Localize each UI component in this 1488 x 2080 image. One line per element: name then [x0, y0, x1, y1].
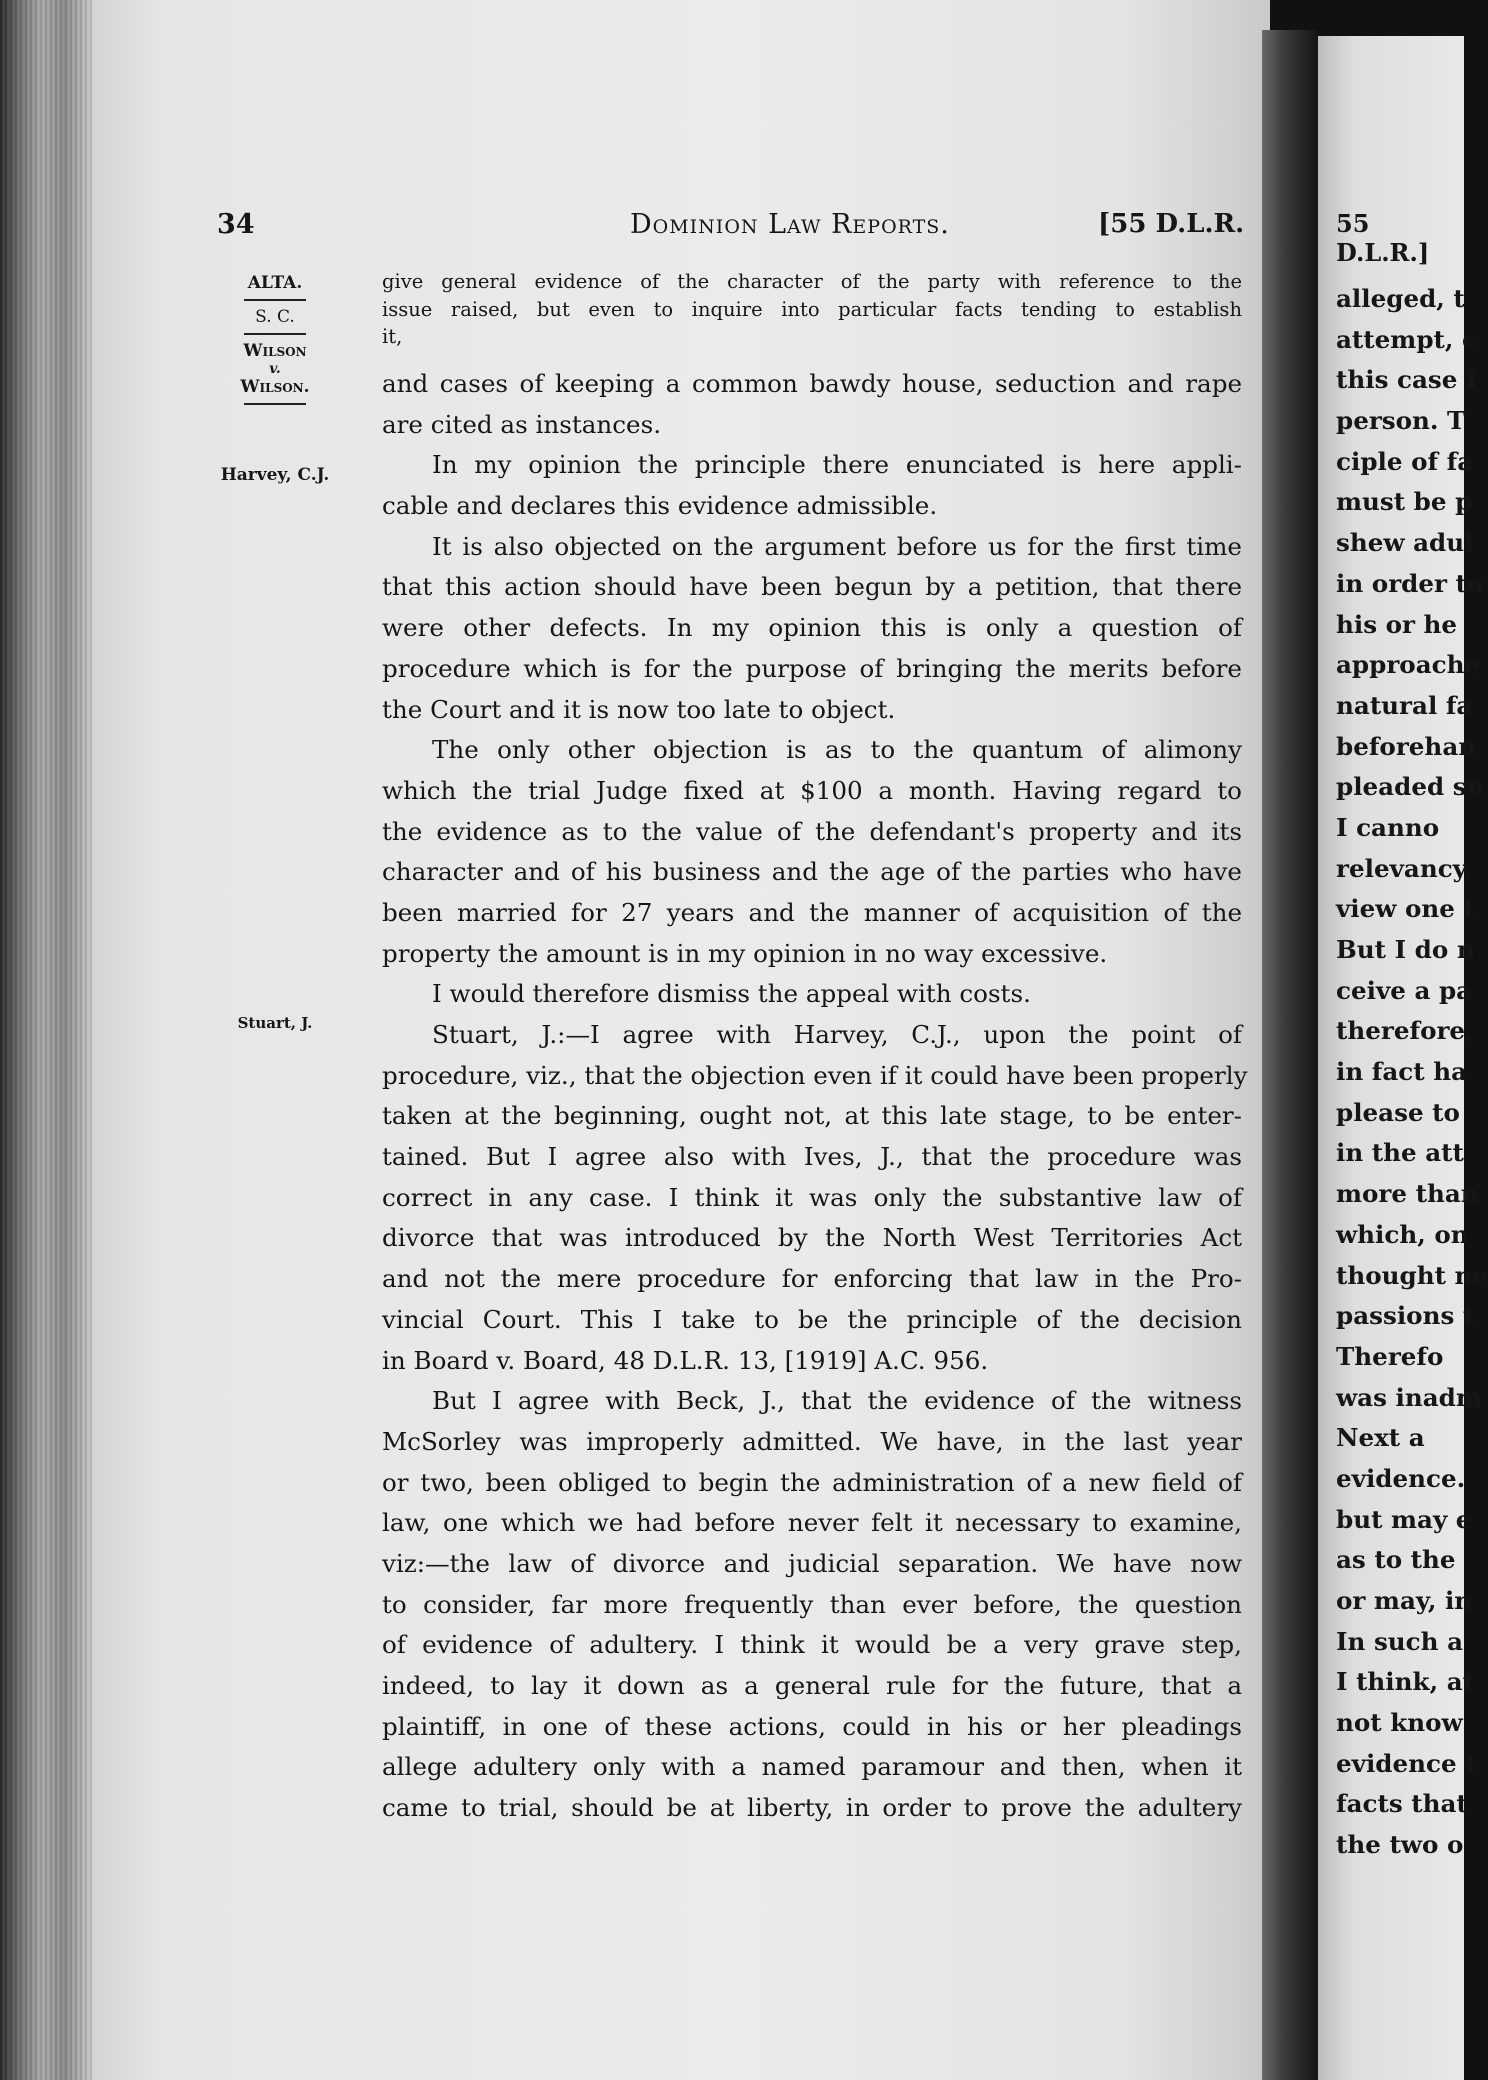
text-line: ceive a pa [1336, 975, 1473, 1005]
text-line: I think, at [1336, 1667, 1474, 1697]
text-line: which, on [1336, 1219, 1469, 1249]
book-gutter [1262, 30, 1318, 2080]
text-line: please to [1336, 1097, 1460, 1127]
text-line: vincial Court. This I take to be the principle of the decision [382, 1304, 1242, 1334]
text-line: character and of his business and the age of the parties who have [382, 857, 1242, 887]
divider [244, 403, 306, 405]
text-line: property the amount is in my opinion in no way excessive. [382, 938, 1108, 968]
text-line: In such a [1336, 1626, 1464, 1656]
text-line: and not the mere procedure for enforcing that law in the Pro- [382, 1264, 1242, 1294]
text-line: or may, in [1336, 1586, 1473, 1615]
text-line: passions t [1336, 1301, 1475, 1331]
text-line: McSorley was improperly admitted. We have, in the last year [382, 1426, 1242, 1456]
text-line: more than [1336, 1179, 1479, 1209]
versus-label: v. [269, 361, 281, 378]
text-line: But I do n [1336, 935, 1475, 964]
volume-reference: [55 D.L.R. [1098, 209, 1245, 239]
text-line: natural fa [1336, 690, 1473, 720]
text-line: But I agree with Beck, J., that the evidence of the witness [432, 1386, 1242, 1416]
right-page-text [1318, 284, 1488, 1871]
text-line: correct in any case. I think it was only the substantive law of [382, 1182, 1242, 1212]
text-line: shew adul [1336, 528, 1474, 558]
text-line: Therefo [1336, 1341, 1444, 1371]
text-line: evidence t [1336, 1748, 1477, 1778]
text-line: pleaded su [1336, 772, 1485, 802]
text-line: In my opinion the principle there enunciated is here appli- [432, 450, 1242, 480]
text-line: as to the [1336, 1545, 1456, 1575]
text-line: I would therefore dismiss the appeal with costs. [432, 979, 1031, 1009]
text-line: the two o [1336, 1830, 1464, 1860]
text-line: must be p [1336, 487, 1473, 517]
text-line: his or he [1336, 609, 1458, 639]
text-line: in fact ha [1336, 1057, 1468, 1087]
text-line: are cited as instances. [382, 409, 662, 439]
text-line: been married for 27 years and the manner of acquisition of the [382, 897, 1242, 927]
text-line: which the trial Judge fixed at $100 a month. Having regard to [382, 775, 1242, 805]
text-line: in Board v. Board, 48 D.L.R. 13, [1919] A.C. 956. [382, 1345, 989, 1375]
text-line: or two, been obliged to begin the administration of a new field of [382, 1467, 1242, 1497]
text-line: The only other objection is as to the quantum of alimony [432, 735, 1242, 765]
text-line: beforehan [1336, 731, 1477, 761]
court-label: S. C. [255, 307, 295, 328]
text-line: alleged, t [1336, 284, 1465, 313]
running-title: Dominion Law Reports. [630, 209, 950, 240]
text-line: it, [382, 325, 403, 348]
margin-case-caption [200, 272, 350, 410]
text-line: that this action should have been begun by a petition, that there [382, 572, 1242, 602]
text-line: facts that [1336, 1789, 1468, 1819]
divider [244, 299, 306, 301]
party-name: Wilson [243, 341, 307, 362]
text-line: approache [1336, 650, 1481, 680]
page-number: 34 [217, 209, 255, 240]
text-line: person. T [1336, 406, 1466, 436]
text-line: view one t [1336, 894, 1475, 924]
text-line: viz:—the law of divorce and judicial separation. We have now [382, 1548, 1242, 1578]
text-line: came to trial, should be at liberty, in order to prove the adultery [382, 1793, 1242, 1823]
text-line: cable and declares this evidence admissible. [382, 491, 938, 521]
text-line: I canno [1336, 812, 1440, 842]
body-text [382, 364, 1248, 1829]
text-line: the evidence as to the value of the defendant's property and its [382, 816, 1242, 846]
text-line: therefore, [1336, 1016, 1474, 1046]
text-line: the Court and it is now too late to object. [382, 694, 896, 724]
text-line: in order to [1336, 568, 1484, 598]
text-line: thought ne [1336, 1260, 1488, 1290]
text-line: give general evidence of the character of the party with reference to the [382, 270, 1242, 293]
text-line: plaintiff, in one of these actions, could in his or her pleadings [382, 1711, 1242, 1741]
text-line: not know [1336, 1708, 1463, 1738]
text-line: relevancy. [1336, 853, 1473, 883]
right-page [1318, 36, 1488, 2080]
text-line: taken at the beginning, ought not, at this late stage, to be enter- [382, 1101, 1242, 1131]
text-line: divorce that was introduced by the North West Territories Act [382, 1223, 1242, 1253]
party-name: Wilson. [240, 377, 310, 398]
text-line: attempt, c [1336, 324, 1477, 354]
margin-judge-note: Stuart, J. [237, 1014, 313, 1032]
text-line: tained. But I agree also with Ives, J., that the procedure was [382, 1142, 1242, 1172]
text-line: evidence. [1336, 1463, 1466, 1493]
text-line: of evidence of adultery. I think it would be a very grave step, [382, 1630, 1242, 1660]
text-line: ciple of fa [1336, 446, 1474, 476]
right-volume-reference: 55 D.L.R.] [1336, 209, 1430, 267]
block-quote [382, 268, 1242, 351]
text-line: law, one which we had before never felt it necessary to examine, [382, 1508, 1242, 1538]
text-line: to consider, far more frequently than ever before, the question [382, 1589, 1242, 1619]
book-edge [0, 0, 92, 2080]
text-line: procedure which is for the purpose of bringing the merits before [382, 653, 1242, 683]
text-line: this case I [1336, 365, 1478, 395]
text-line: issue raised, but even to inquire into particular facts tending to establish [382, 297, 1242, 321]
text-line: indeed, to lay it down as a general rule for the future, that a [382, 1671, 1242, 1700]
text-line: were other defects. In my opinion this is only a question of [382, 613, 1242, 643]
text-line: Next a [1336, 1423, 1425, 1453]
text-line: and cases of keeping a common bawdy house, seduction and rape [382, 369, 1242, 398]
divider [244, 333, 306, 335]
text-line: allege adultery only with a named paramour and then, when it [382, 1752, 1242, 1782]
text-line: Stuart, J.:—I agree with Harvey, C.J., upon the point of [432, 1020, 1242, 1049]
margin-judge-note: Harvey, C.J. [220, 465, 330, 485]
text-line: in the att [1336, 1138, 1464, 1168]
text-line: procedure, viz., that the objection even if it could have been properly [382, 1060, 1248, 1090]
text-line: was inadm [1336, 1382, 1482, 1412]
province-label: ALTA. [247, 273, 303, 293]
text-line: but may e [1336, 1504, 1472, 1534]
text-line: It is also objected on the argument before us for the first time [432, 531, 1242, 561]
